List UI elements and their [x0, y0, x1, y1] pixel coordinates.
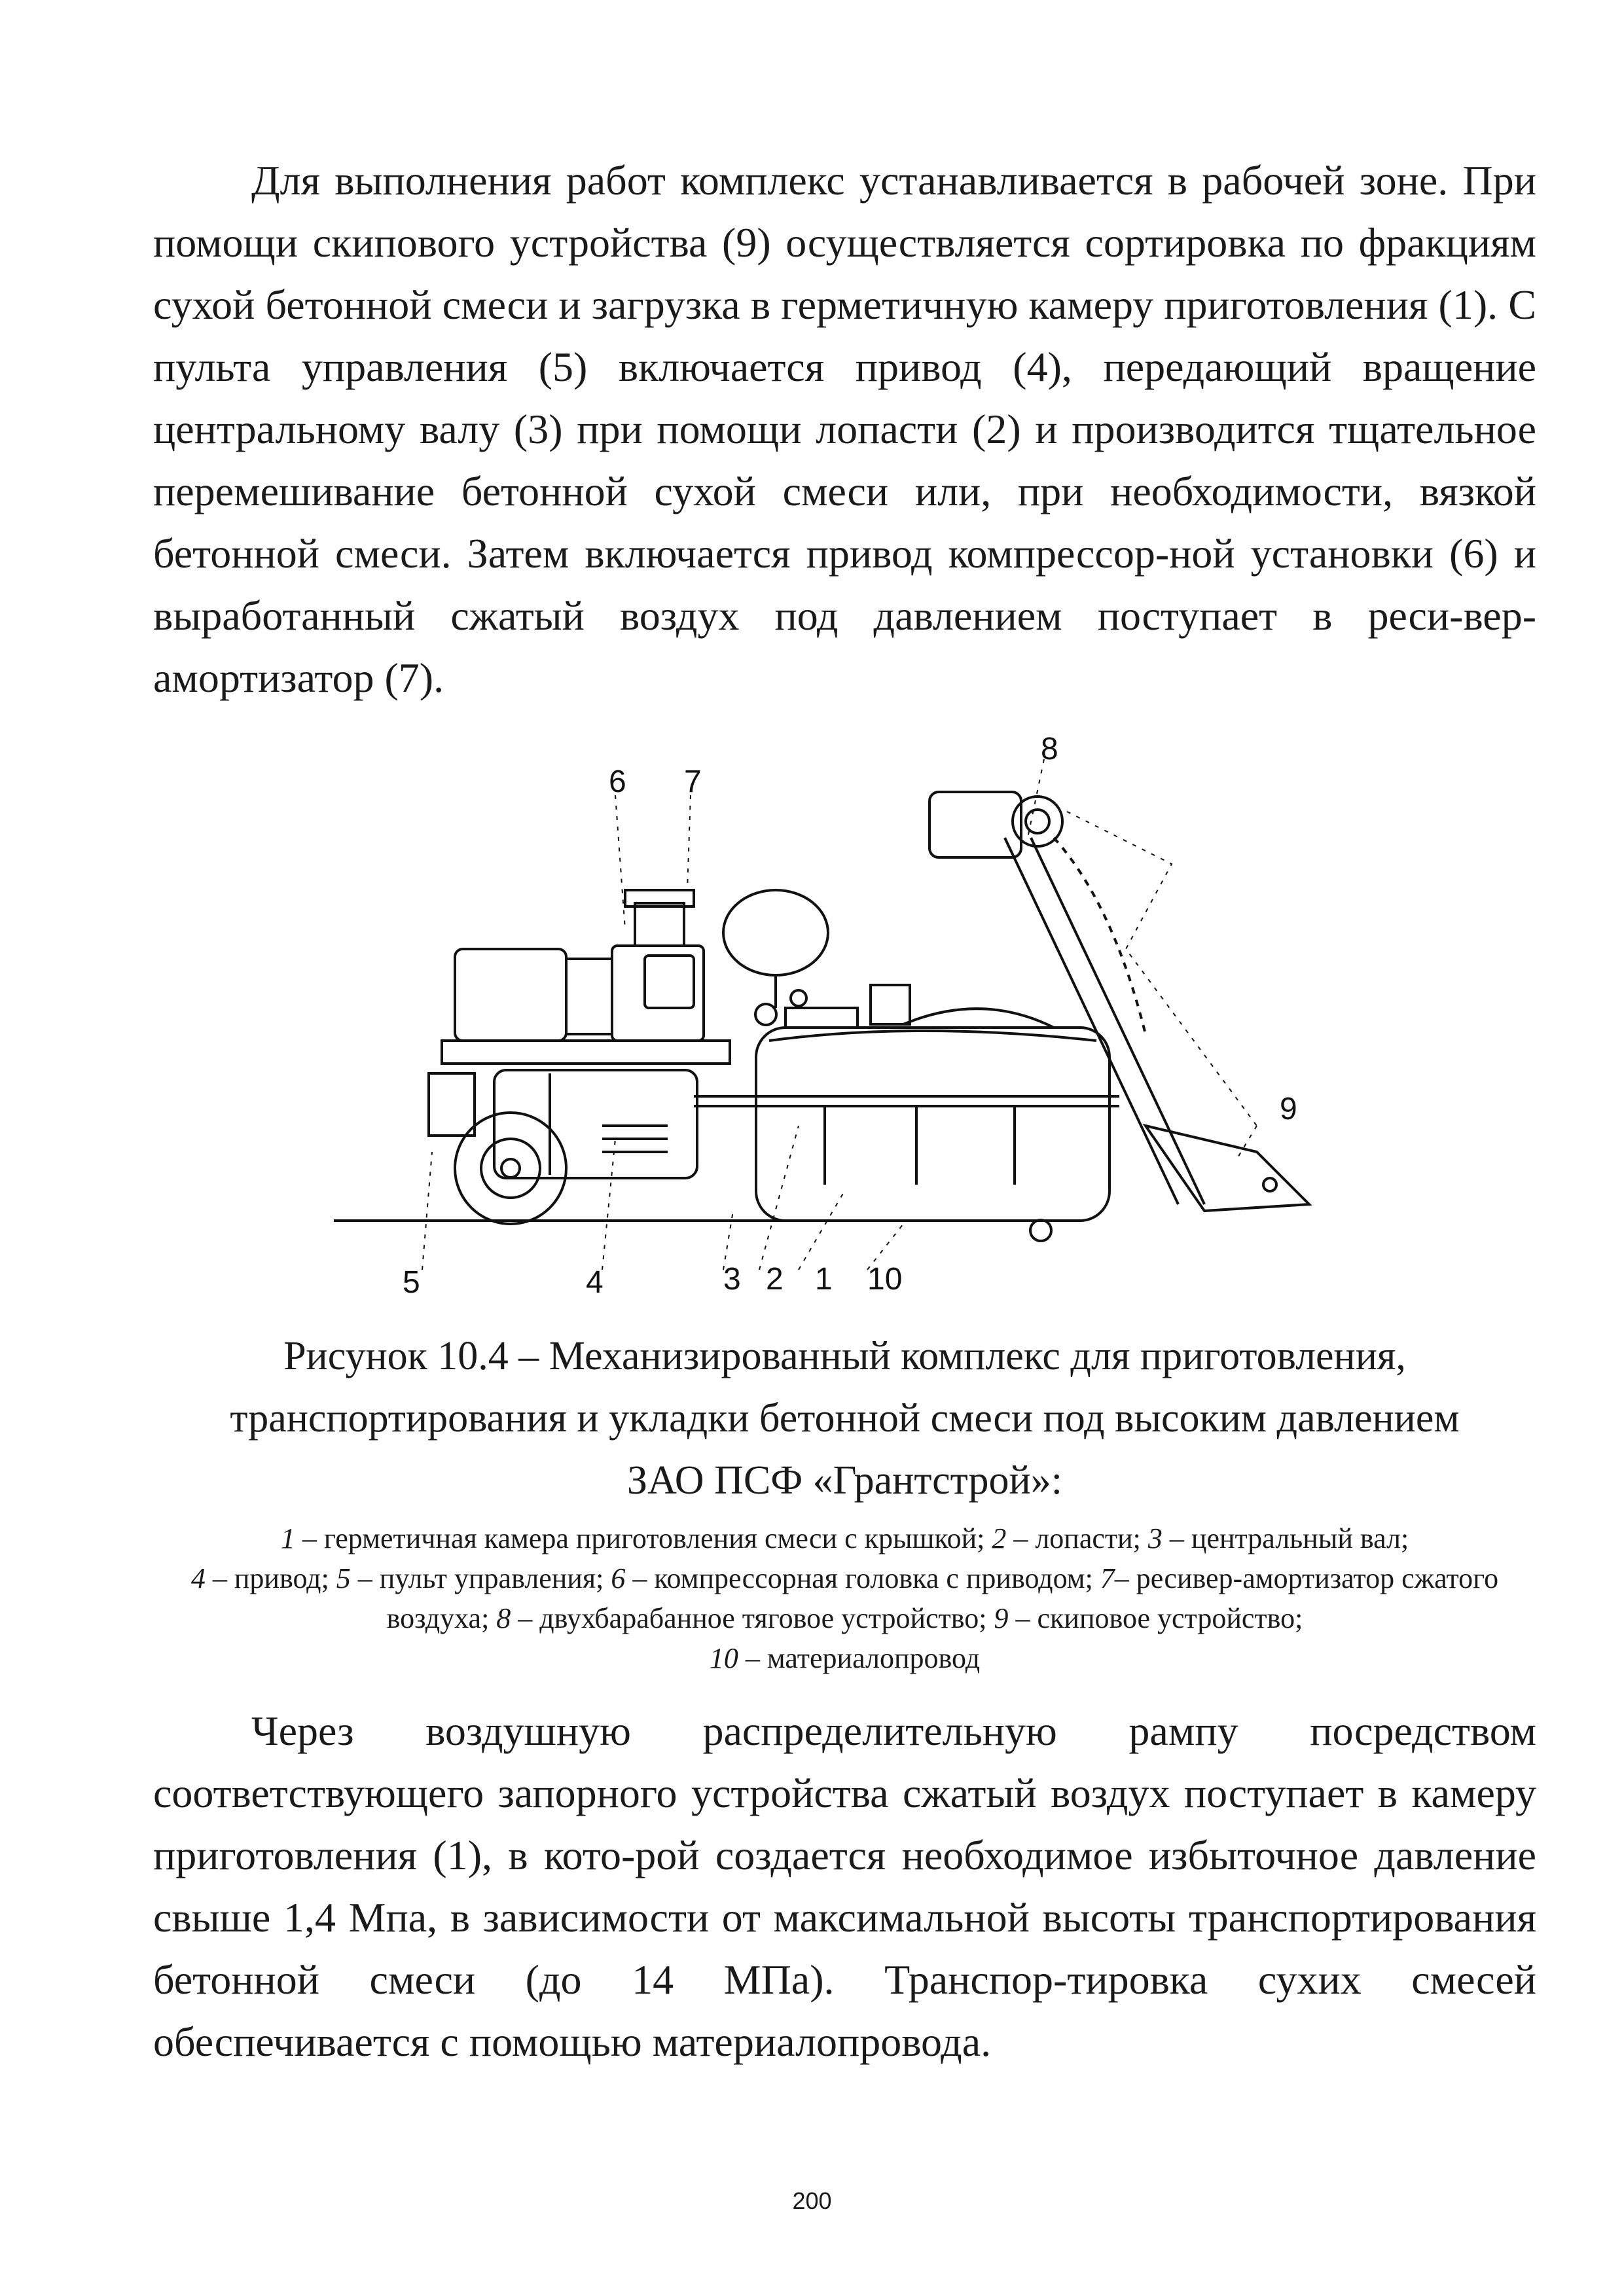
label-3: 3 [723, 1262, 741, 1297]
label-5: 5 [403, 1265, 420, 1300]
compressor-motor [455, 949, 566, 1041]
label-6: 6 [609, 764, 626, 799]
label-9: 9 [1280, 1092, 1297, 1126]
page-number: 200 [792, 2187, 832, 2214]
intro-paragraph: Для выполнения работ комплекс устанавливается в рабочей зоне. При помощи скипового устройства (9) осуществляется сортировка по фракциям сухой бетонной смеси и загрузка в герметичную камеру приготовления (1). С пульта управления (5) включается привод (4), передающий вращение центральному валу (3) при помощи лопасти (2) и производится тщательное перемешивание бетонной сухой смеси или, при необходимости, вязкой бетонной смеси. Затем включается привод компрессор-ной установки (6) и выработанный сжатый воздух под давлением поступает в реси-вер-амортизатор (7). [153, 157, 1536, 701]
label-7: 7 [684, 764, 702, 799]
drive-unit [494, 1070, 697, 1178]
compressor-head [612, 946, 704, 1041]
outro-paragraph: Через воздушную распределительную рампу посредством соответствующего запорного устройства сжатый воздух поступает в камеру приготовления (1), в кото-рой создается необходимое избыточное давление свыше 1,4 Мпа, в зависимости от максимальной высоты транспортирования бетонной смеси (до 14 МПа). Транспор-тировка сухих смесей обеспечивается с помощью материалопровода. [153, 1708, 1536, 2065]
frame [442, 1041, 730, 1064]
skip-bucket [1146, 1126, 1309, 1211]
figure-caption-line-1: Рисунок 10.4 – Механизированный комплекс для приготовления, [283, 1334, 1406, 1378]
figure-caption-line-3: ЗАО ПСФ «Грантстрой»: [627, 1458, 1062, 1503]
label-4: 4 [586, 1265, 604, 1300]
label-2: 2 [766, 1262, 784, 1297]
control-panel [429, 1073, 475, 1136]
traction-motor [929, 792, 1021, 857]
mixing-chamber [756, 1028, 1110, 1221]
label-8: 8 [1041, 733, 1058, 766]
receiver [723, 890, 828, 975]
figure-legend: 1 – герметичная камера приготовления смеси с крышкой; 2 – лопасти; 3 – центральный вал; 4 – привод; 5 – пульт управления; 6 – компрессорная головка с приводом; 7– ресивер-амортизатор сжатого воздуха; 8 – двухбарабанное тяговое устройство; 9 – скиповое устройство; 10 – материалопровод [190, 1522, 1499, 1674]
mixing-complex-diagram [327, 733, 1375, 1309]
label-10: 10 [867, 1262, 903, 1297]
label-1: 1 [815, 1262, 833, 1297]
figure-caption-line-2: транспортирования и укладки бетонной смеси под высоким давлением [230, 1396, 1460, 1441]
